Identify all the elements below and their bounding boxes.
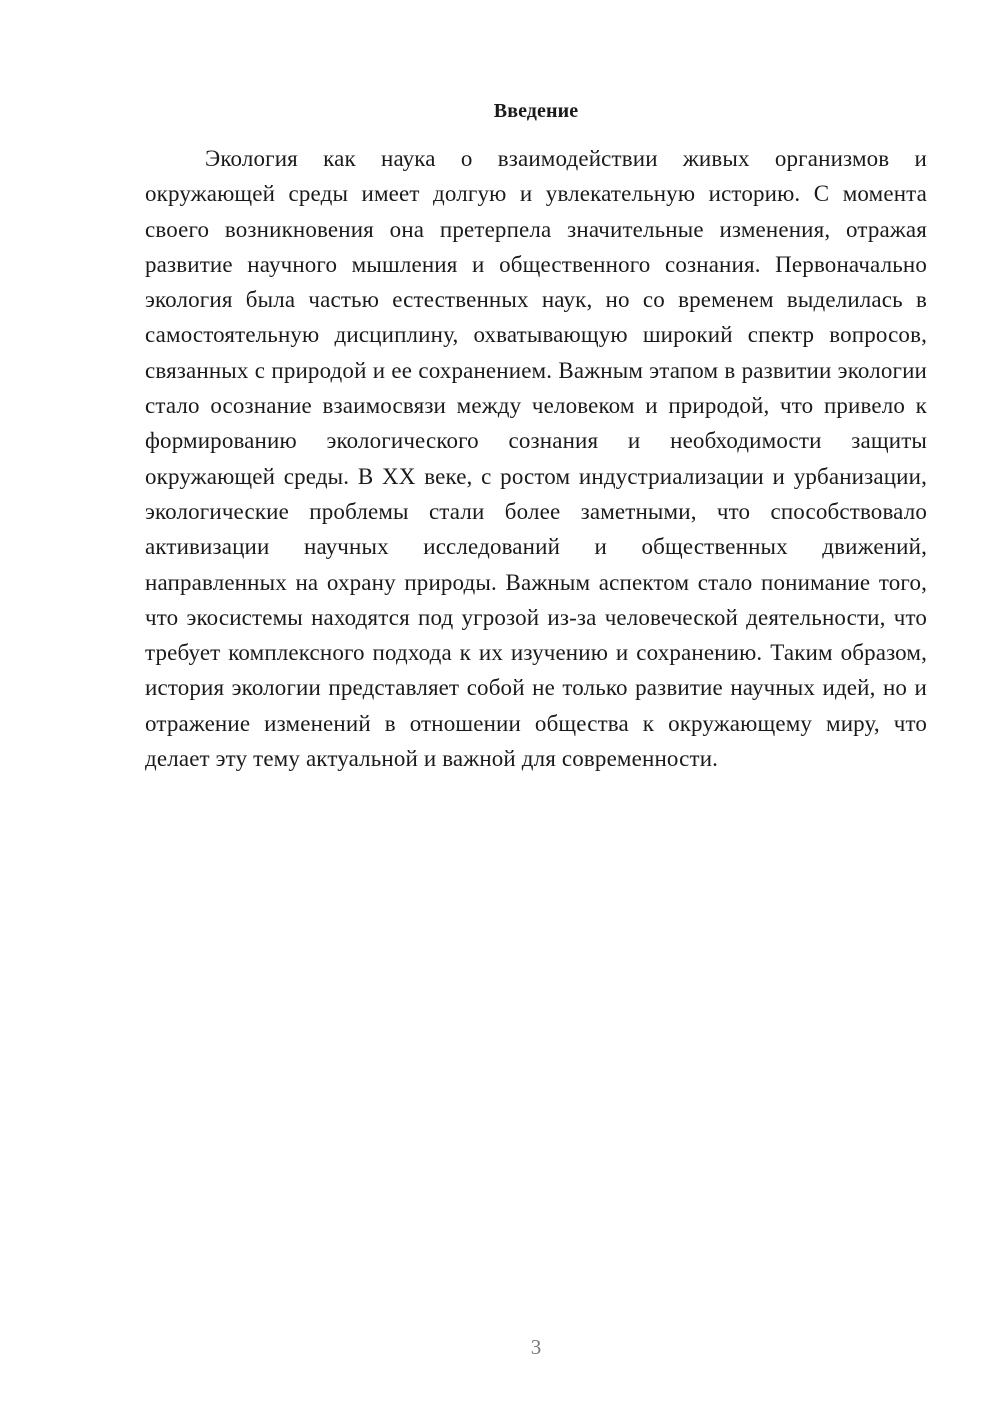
body-paragraph: Экология как наука о взаимодействии живых организмов и окружающей среды имеет долгую и увлекательную историю. С момента своего возникновения она претерпела значительные изменения, отражая развитие научного мышления и общественного сознания. Первоначально экология была частью естественных наук, но со временем выделилась в самостоятельную дисциплину, охватывающую широкий спектр вопросов, связанных с природой и ее сохранением. Важным этапом в развитии экологии стало осознание взаимосвязи между человеком и природой, что привело к формированию экологического сознания и необходимости защиты окружающей среды. В XX веке, с ростом индустриализации и урбанизации, экологические проблемы стали более заметными, что способствовало активизации научных исследований и общественных движений, направленных на охрану природы. Важным аспектом стало понимание того, что экосистемы находятся под угрозой из-за человеческой деятельности, что требует комплексного подхода к их изучению и сохранению. Таким образом, история экологии представляет собой не только развитие научных идей, но и отражение изменений в отношении общества к окружающему миру, что делает эту тему актуальной и важной для современности. [145, 146, 927, 772]
section-heading: Введение [493, 100, 579, 122]
page-number: 3 [530, 1335, 542, 1359]
